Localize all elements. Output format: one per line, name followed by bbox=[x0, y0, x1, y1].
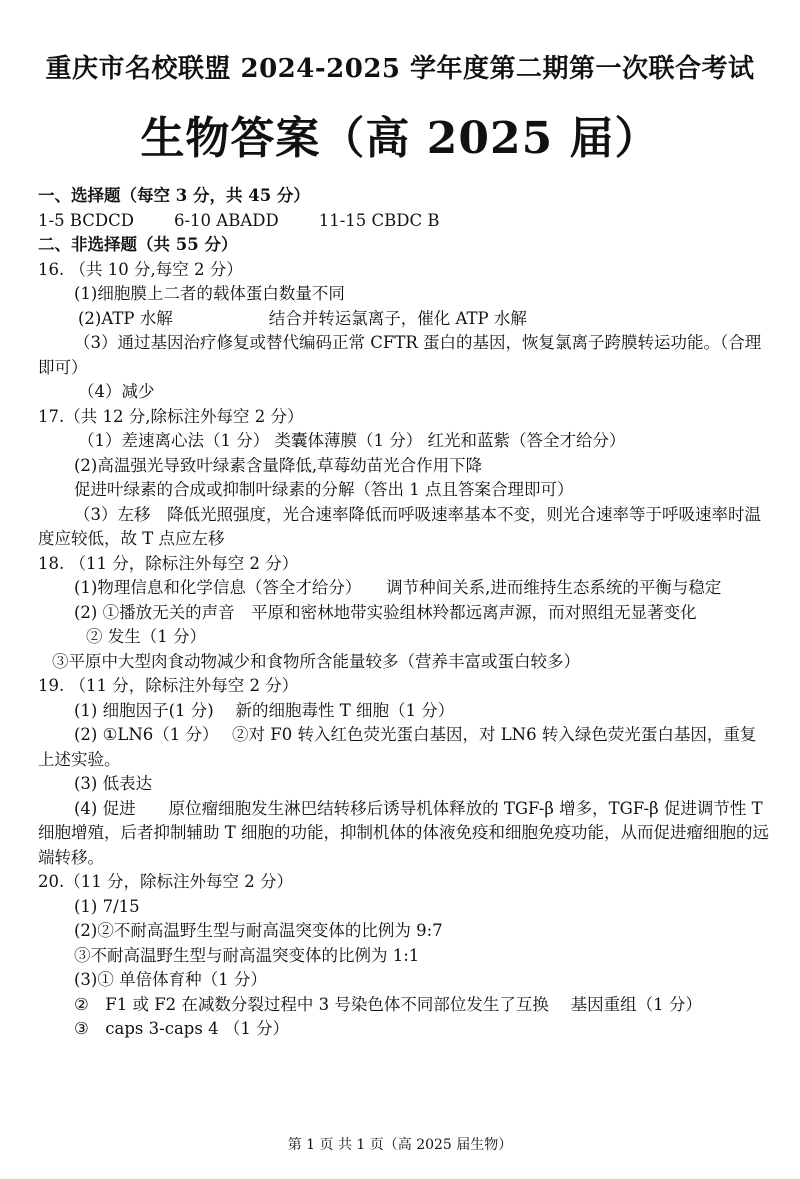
choice-answers bbox=[38, 209, 770, 234]
q16-answer-2 bbox=[38, 307, 770, 332]
q17-answer-2a: (2)高温强光导致叶绿素含量降低,草莓幼苗光合作用下降 bbox=[74, 455, 483, 475]
q17-answer-2b: 促进叶绿素的合成或抑制叶绿素的分解（答出 1 点且答案合理即可） bbox=[74, 480, 574, 499]
answers-11-15: 11-15 CBDC B bbox=[318, 210, 440, 230]
q16-answer-2b: 结合并转运氯离子，催化 ATP 水解 bbox=[268, 308, 527, 328]
answers-1-5: 1-5 BCDCD bbox=[38, 210, 134, 230]
answer-content bbox=[38, 184, 770, 1042]
q17-answer-3: （3）左移 降低光照强度，光合速率降低而呼吸速率基本不变，则光合速率等于呼吸速率时温度应较低，故 T 点应左移 bbox=[38, 504, 761, 548]
q18-answer-2: (2) ①播放无关的声音 平原和密林地带实验组林羚都远离声源，而对照组无显著变化 bbox=[74, 602, 697, 622]
page-footer: 第 1 页 共 1 页（高 2025 届生物） bbox=[287, 1137, 513, 1153]
q18-answer-3: ③平原中大型肉食动物减少和食物所含能量较多（营养丰富或蛋白较多） bbox=[52, 651, 580, 671]
q16-answer-3: （3）通过基因治疗修复或替代编码正常 CFTR 蛋白的基因，恢复氯离子跨膜转运功能。（合理即可） bbox=[38, 333, 762, 377]
answers-6-10: 6-10 ABADD bbox=[173, 210, 279, 230]
q20-answer-3b: ② F1 或 F2 在减数分裂过程中 3 号染色体不同部位发生了互换 基因重组（1 分） bbox=[74, 994, 702, 1014]
q19-answer-3: (3) 低表达 bbox=[74, 774, 153, 793]
q20-heading: 20.（11 分，除标注外每空 2 分） bbox=[38, 872, 293, 891]
q20-answer-2a: (2)②不耐高温野生型与耐高温突变体的比例为 9:7 bbox=[74, 921, 443, 940]
q19-answer-2: (2) ①LN6（1 分） ②对 F0 转入红色荧光蛋白基因，对 LN6 转入绿色荧光蛋白基因，重复上述实验。 bbox=[38, 725, 757, 769]
q16-answer-1: (1)细胞膜上二者的载体蛋白数量不同 bbox=[74, 284, 345, 303]
q18-answer-2b: ② 发生（1 分） bbox=[86, 627, 206, 646]
answer-title: 生物答案（高 2025 届） bbox=[140, 113, 660, 164]
q20-answer-2b: ③不耐高温野生型与耐高温突变体的比例为 1:1 bbox=[74, 945, 420, 965]
q16-heading: 16. （共 10 分,每空 2 分） bbox=[38, 259, 243, 279]
q18-answer-1: (1)物理信息和化学信息（答全才给分） 调节种间关系,进而维持生态系统的平衡与稳定 bbox=[74, 578, 722, 597]
q20-answer-1: (1) 7/15 bbox=[74, 896, 140, 916]
q20-answer-3a: (3)① 单倍体育种（1 分） bbox=[74, 970, 267, 989]
section-2-heading: 二、非选择题（共 55 分） bbox=[38, 235, 238, 254]
section-1-heading: 一、选择题（每空 3 分，共 45 分） bbox=[38, 186, 310, 205]
exam-title: 重庆市名校联盟 2024-2025 学年度第二期第一次联合考试 bbox=[45, 54, 755, 84]
q20-answer-3c: ③ caps 3-caps 4 （1 分） bbox=[74, 1019, 290, 1038]
q18-heading: 18. （11 分，除标注外每空 2 分） bbox=[38, 553, 299, 573]
q19-answer-1: (1) 细胞因子(1 分) 新的细胞毒性 T 细胞（1 分） bbox=[74, 700, 455, 720]
q16-answer-4: （4）减少 bbox=[78, 382, 155, 401]
q16-answer-2a: (2)ATP 水解 bbox=[78, 308, 173, 328]
q17-answer-1: （1）差速离心法（1 分） 类囊体薄膜（1 分） 红光和蓝紫（答全才给分） bbox=[78, 431, 626, 450]
q19-answer-4: (4) 促进 原位瘤细胞发生淋巴结转移后诱导机体释放的 TGF-β 增多，TGF-β 促进调节性 T 细胞增殖，后者抑制辅助 T 细胞的功能，抑制机体的体液免疫和细胞免疫功能，从而促进瘤细胞的远端转移。 bbox=[38, 798, 769, 867]
q17-heading: 17.（共 12 分,除标注外每空 2 分） bbox=[38, 406, 304, 426]
q19-heading: 19. （11 分，除标注外每空 2 分） bbox=[38, 676, 299, 695]
